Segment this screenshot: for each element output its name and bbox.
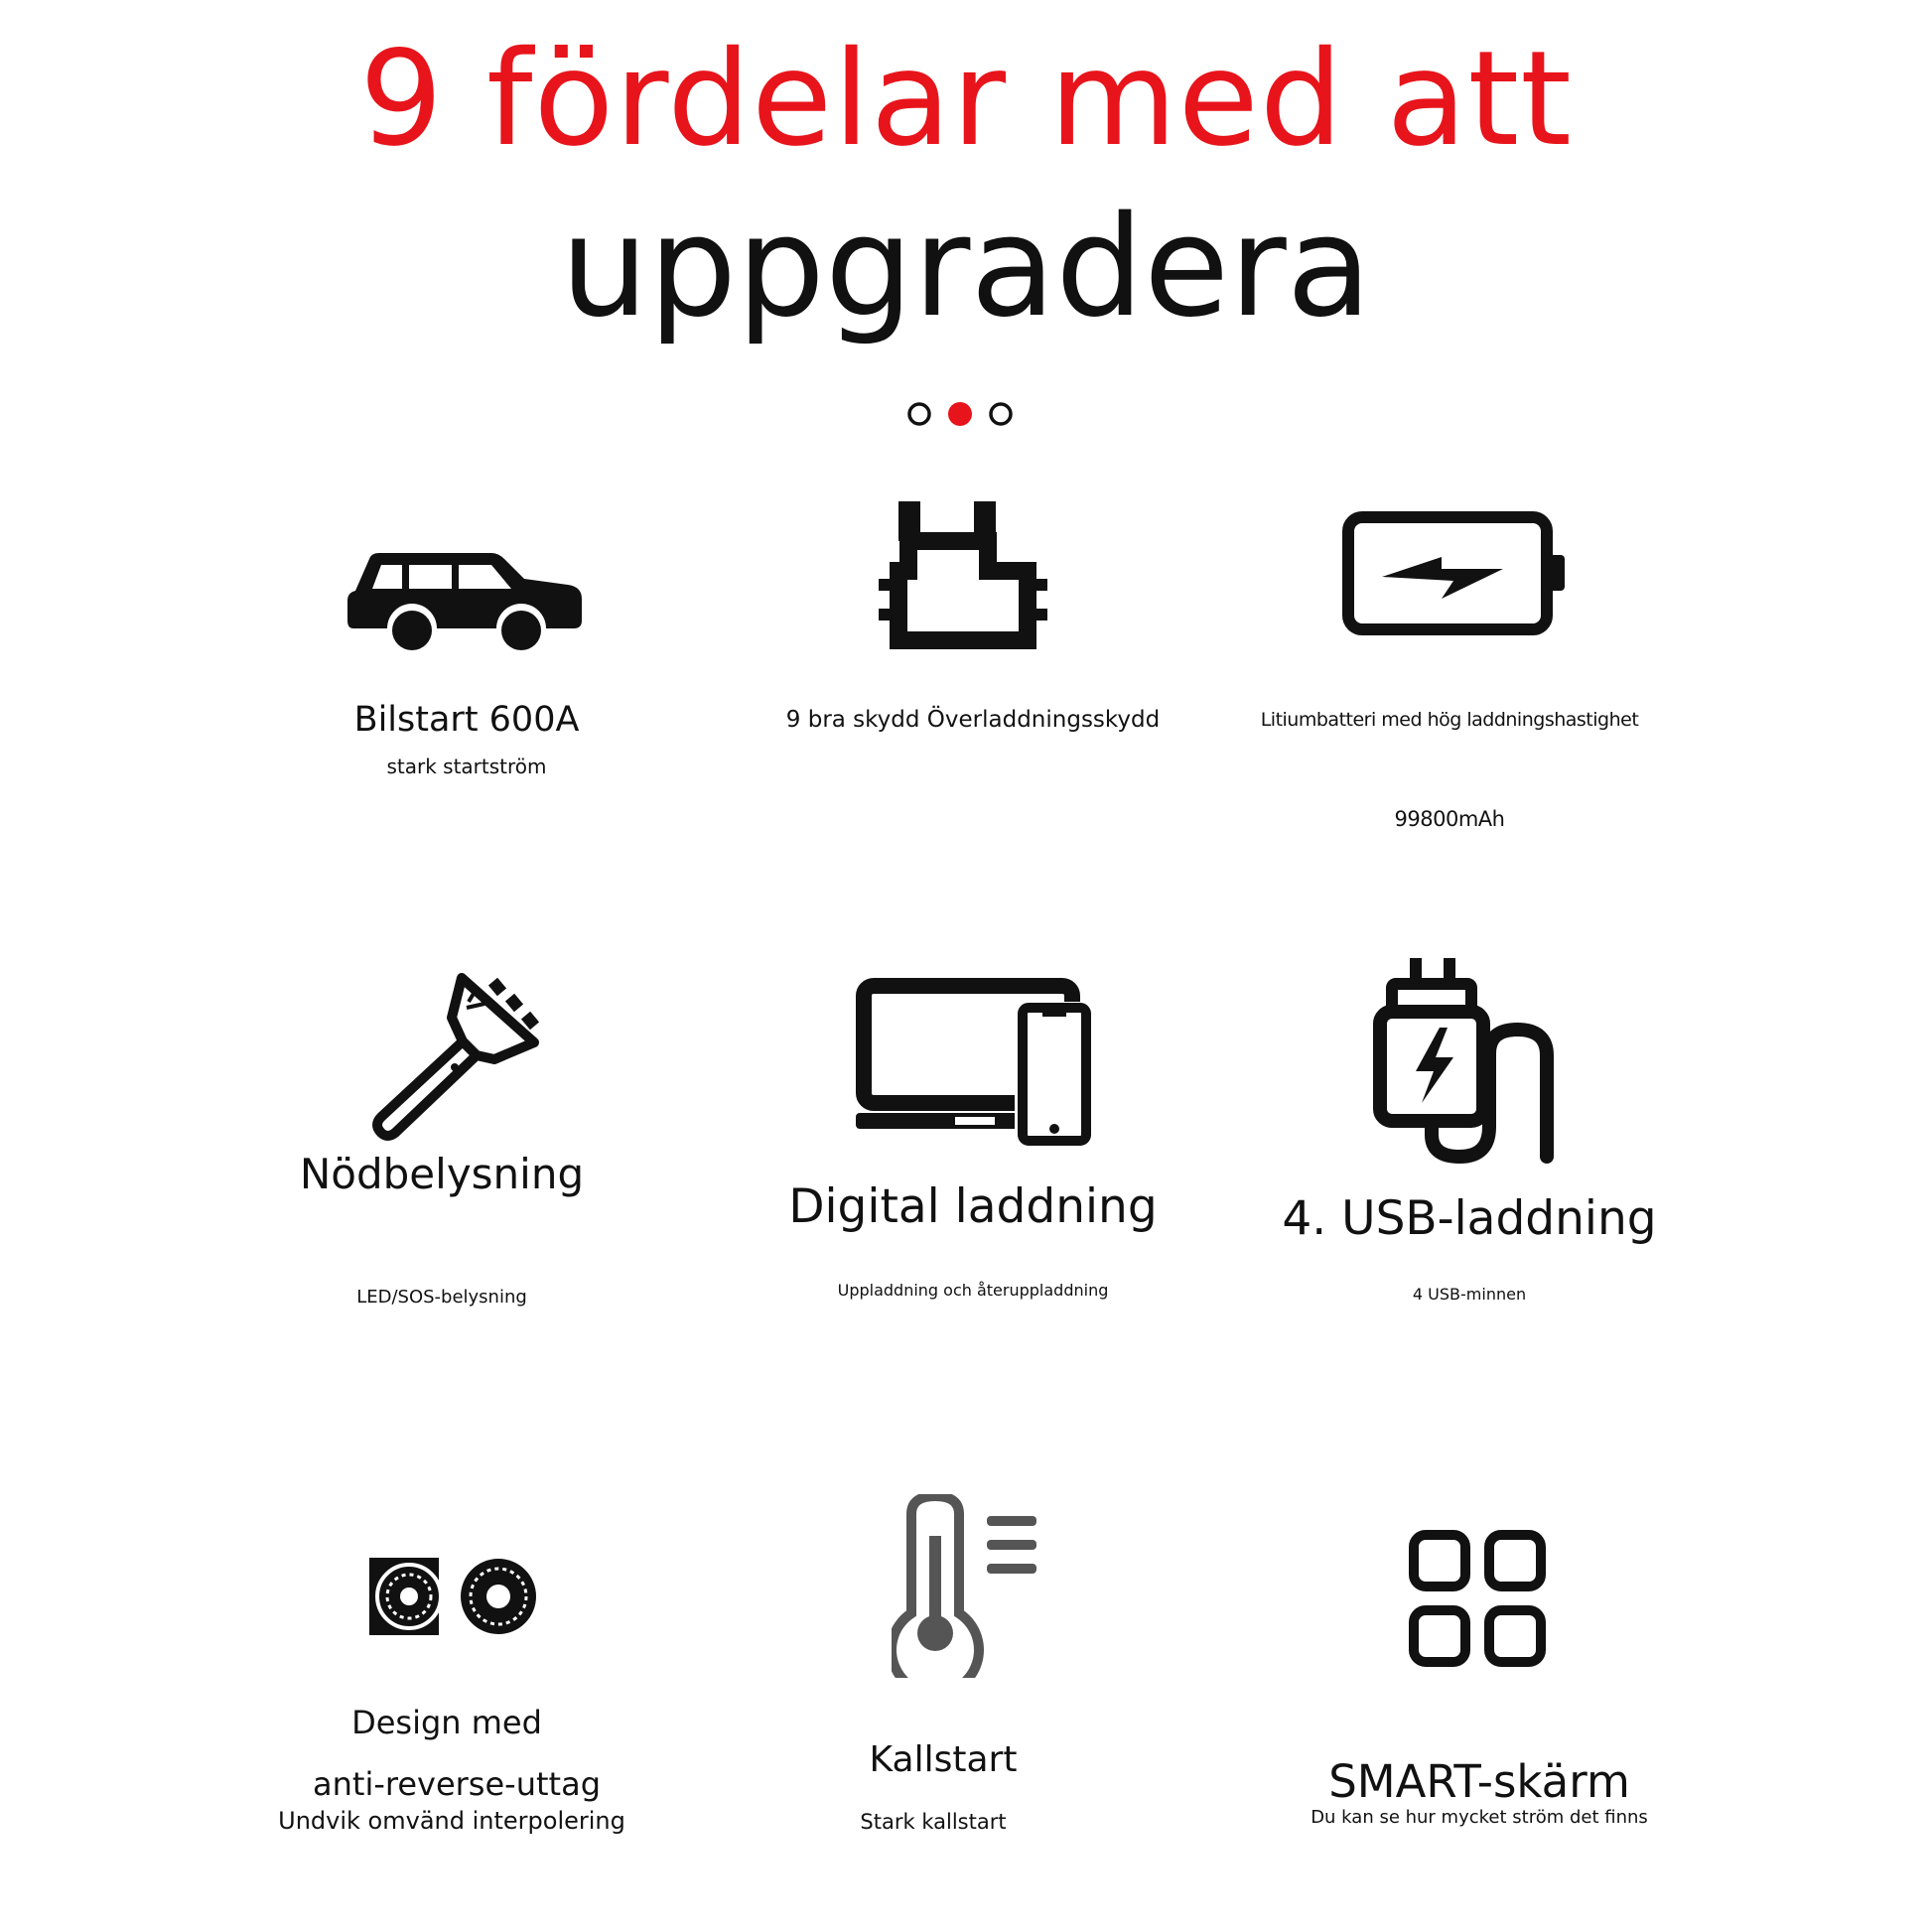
pager-dot-active (948, 402, 972, 426)
feature-title: 9 bra skydd Överladdningsskydd (785, 707, 1161, 733)
feature-subtitle: Undvik omvänd interpolering (278, 1807, 625, 1835)
feature-title: Kallstart (869, 1739, 1018, 1780)
feature-title: Digital laddning (788, 1179, 1158, 1234)
feature-subtitle: LED/SOS-belysning (356, 1287, 527, 1308)
devices-icon (856, 978, 1094, 1147)
page-title-line-2: uppgradera (560, 187, 1372, 348)
pager-dots (905, 399, 1015, 429)
feature-subtitle: Du kan se hur mycket ström det finns (1311, 1807, 1648, 1828)
feature-subtitle: Uppladdning och återuppladdning (837, 1281, 1109, 1300)
feature-subtitle: stark startström (386, 755, 547, 778)
usb-charger-icon (1370, 958, 1579, 1167)
feature-subtitle: Stark kallstart (860, 1810, 1007, 1834)
page-title-line-1: 9 fördelar med att (359, 23, 1573, 176)
feature-title: 4. USB-laddning (1282, 1191, 1657, 1246)
flashlight-icon (367, 968, 546, 1142)
thermometer-icon (892, 1494, 1040, 1678)
pager-dot (991, 404, 1011, 424)
feature-title: Nödbelysning (299, 1150, 585, 1198)
grid-icon (1408, 1529, 1547, 1668)
anti-reverse-clamps-icon (367, 1554, 541, 1639)
pager-dot (909, 404, 929, 424)
feature-title: Design med (351, 1704, 542, 1741)
battery-icon (1342, 511, 1571, 635)
feature-title: Litiumbatteri med hög laddningshastighet (1260, 709, 1639, 731)
car-icon (347, 551, 586, 655)
feature-subtitle: 99800mAh (1394, 807, 1505, 831)
feature-title: Bilstart 600A (353, 700, 580, 740)
feature-title: SMART-skärm (1328, 1755, 1630, 1808)
feature-subtitle: 4 USB-minnen (1412, 1285, 1527, 1304)
protection-circuit-icon (879, 501, 1047, 650)
feature-title: anti-reverse-uttag (313, 1765, 601, 1803)
